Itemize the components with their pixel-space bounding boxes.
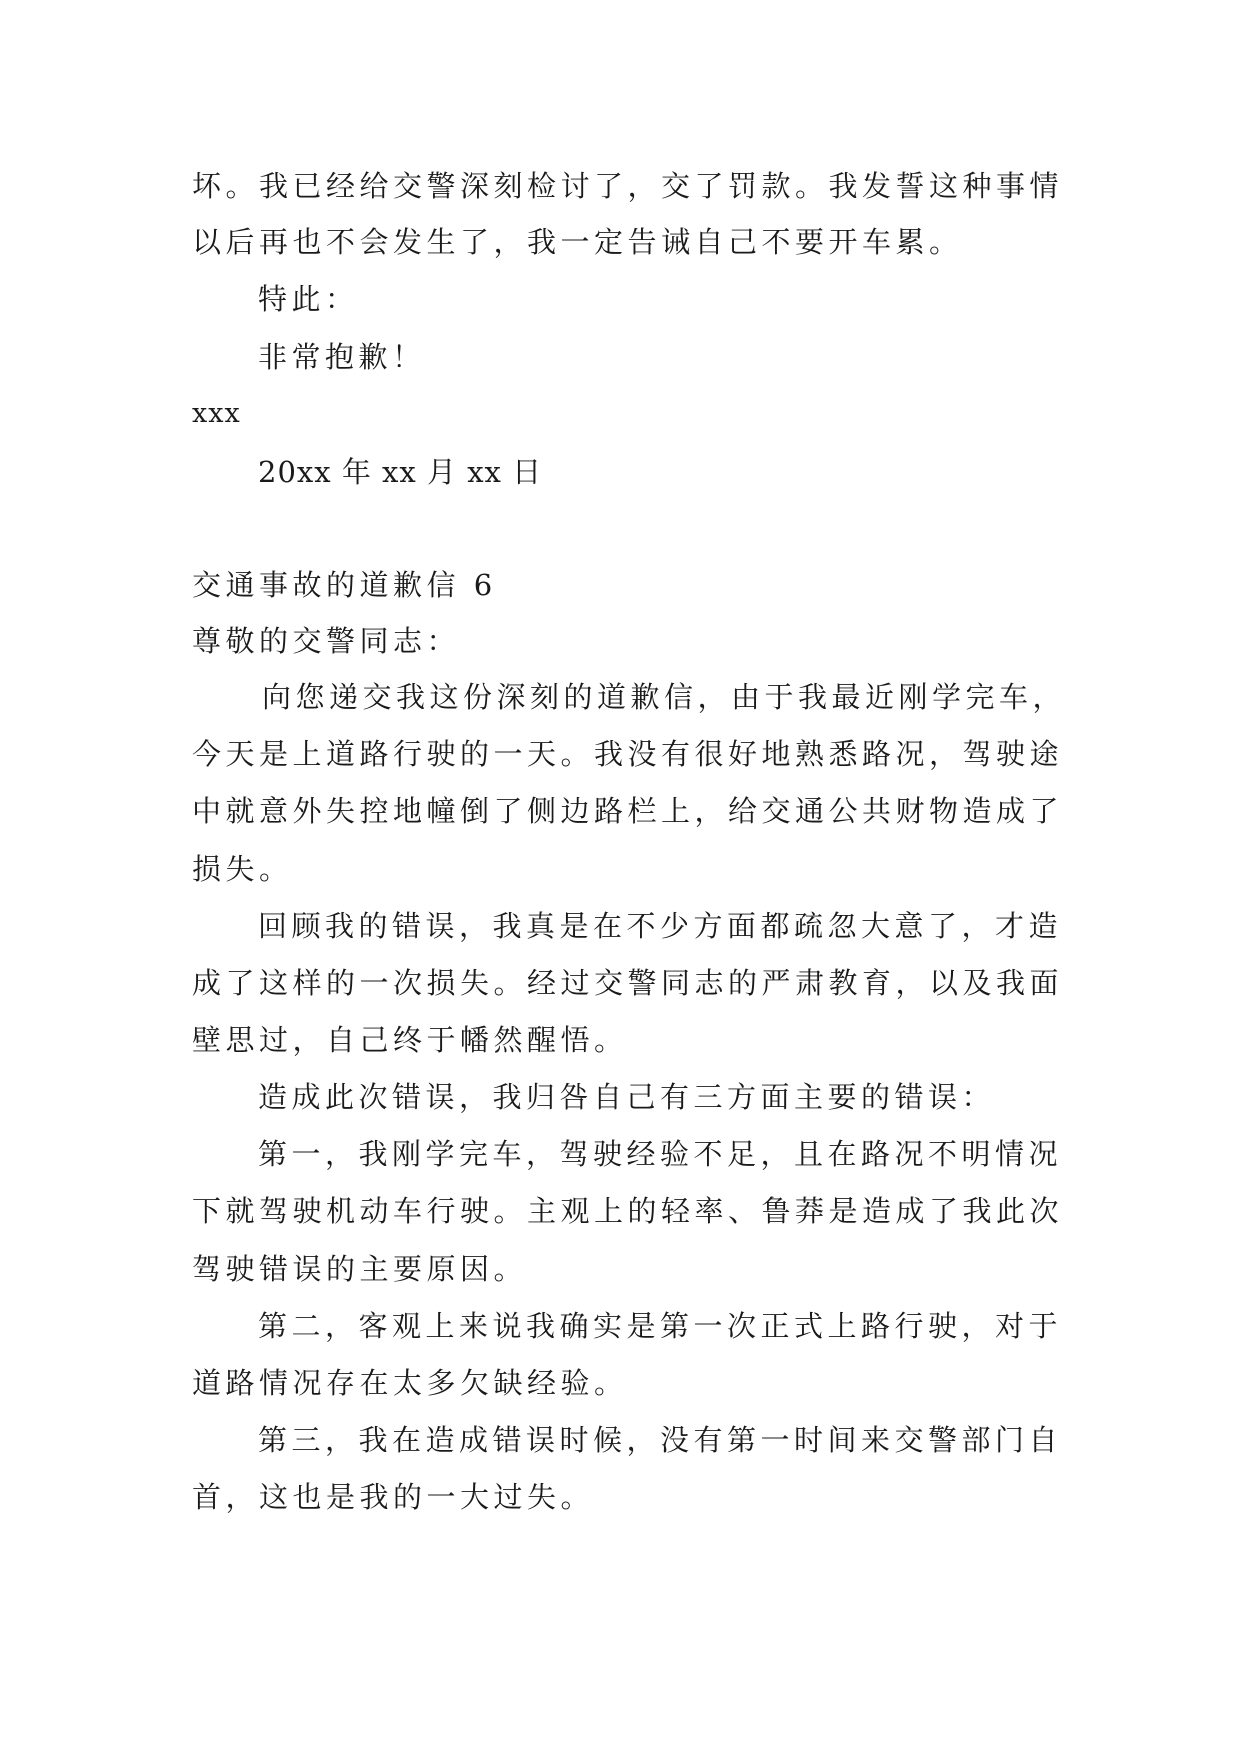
paragraph-line: 壁思过，自己终于幡然醒悟。 [192,1023,628,1057]
paragraph-line: 以后再也不会发生了，我一定告诫自己不要开车累。 [192,225,963,259]
date-line: 20xx 年 xx 月 xx 日 [258,455,543,489]
paragraph-line: 造成此次错误，我归咎自己有三方面主要的错误： [258,1080,996,1114]
paragraph-line: 向您递交我这份深刻的道歉信，由于我最近刚学完车， [262,680,1067,714]
paragraph-line: 第三，我在造成错误时候，没有第一时间来交警部门自 [258,1423,1063,1457]
paragraph-line: 第一，我刚学完车，驾驶经验不足，且在路况不明情况 [258,1137,1063,1171]
paragraph-line: 第二，客观上来说我确实是第一次正式上路行驶，对于 [258,1309,1063,1343]
salutation: 尊敬的交警同志： [192,624,461,658]
paragraph-line: 成了这样的一次损失。经过交警同志的严肃教育，以及我面 [192,966,1064,1000]
paragraph-line: 损失。 [192,852,293,886]
closing-line: 特此： [258,282,359,316]
paragraph-line: 坏。我已经给交警深刻检讨了，交了罚款。我发誓这种事情 [192,169,1064,203]
paragraph-line: 首，这也是我的一大过失。 [192,1480,595,1514]
paragraph-line: 驾驶错误的主要原因。 [192,1252,528,1286]
paragraph-line: 今天是上道路行驶的一天。我没有很好地熟悉路况，驾驶途 [192,737,1064,771]
closing-line: 非常抱歉！ [258,340,426,374]
paragraph-line: 道路情况存在太多欠缺经验。 [192,1366,628,1400]
paragraph-line: 中就意外失控地幢倒了侧边路栏上，给交通公共财物造成了 [192,794,1064,828]
paragraph-line: 下就驾驶机动车行驶。主观上的轻率、鲁莽是造成了我此次 [192,1194,1064,1228]
paragraph-line: 回顾我的错误，我真是在不少方面都疏忽大意了，才造 [258,909,1063,943]
section-title: 交通事故的道歉信 6 [192,568,497,602]
signature: xxx [192,398,241,429]
